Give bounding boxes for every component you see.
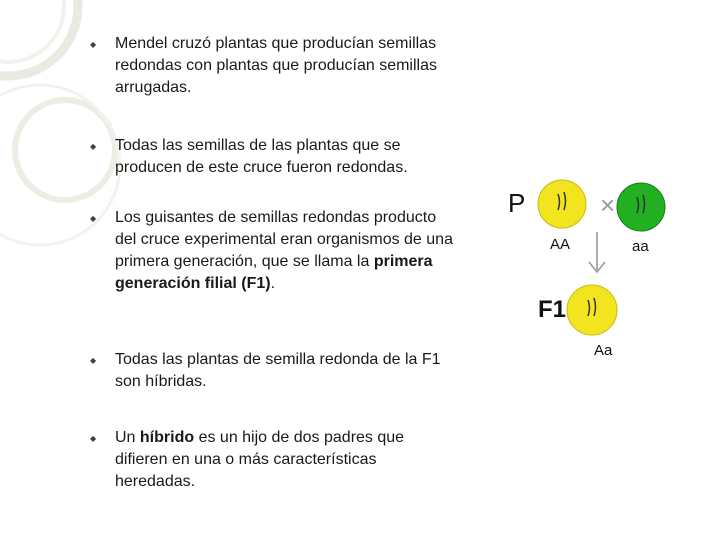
bullet-marker-icon: ◆	[90, 434, 97, 443]
bullet-marker-icon: ◆	[90, 214, 97, 223]
bold-term: primera generación filial (F1)	[115, 253, 433, 292]
green-seed-parent	[617, 183, 665, 231]
cross-diagram-graphic	[500, 170, 680, 370]
down-arrow-icon	[589, 232, 605, 272]
cross-symbol: ×	[600, 190, 616, 220]
bullet-marker-icon: ◆	[90, 356, 97, 365]
f1-generation-label: F1	[538, 296, 567, 323]
parent-generation-label: P	[508, 188, 526, 218]
bullet-marker-icon: ◆	[90, 142, 97, 151]
yellow-seed-f1	[567, 285, 617, 335]
genotype-f1: Aa	[594, 342, 613, 359]
genotype-green-parent: aa	[632, 238, 649, 255]
bullet-text: Un híbrido es un hijo de dos padres que difieren en una o más características heredadas.	[115, 429, 405, 490]
bullet-marker-icon: ◆	[90, 40, 97, 49]
bold-term: híbrido	[139, 429, 195, 446]
bullet-text: Todas las semillas de las plantas que se producen de este cruce fueron redondas.	[115, 137, 408, 176]
bullet-text: Los guisantes de semillas redondas producto del cruce experimental eran organismos de una primera generación, que se llama la primera generación filial (F1).	[115, 209, 453, 292]
genotype-yellow-parent: AA	[550, 236, 571, 253]
bullet-text: Todas las plantas de semilla redonda de la F1 son híbridas.	[115, 351, 441, 390]
yellow-seed-parent	[538, 180, 586, 228]
mendel-cross-diagram	[500, 170, 680, 370]
bullet-text: Mendel cruzó plantas que producían semillas redondas con plantas que producían semillas arrugadas.	[115, 35, 437, 96]
